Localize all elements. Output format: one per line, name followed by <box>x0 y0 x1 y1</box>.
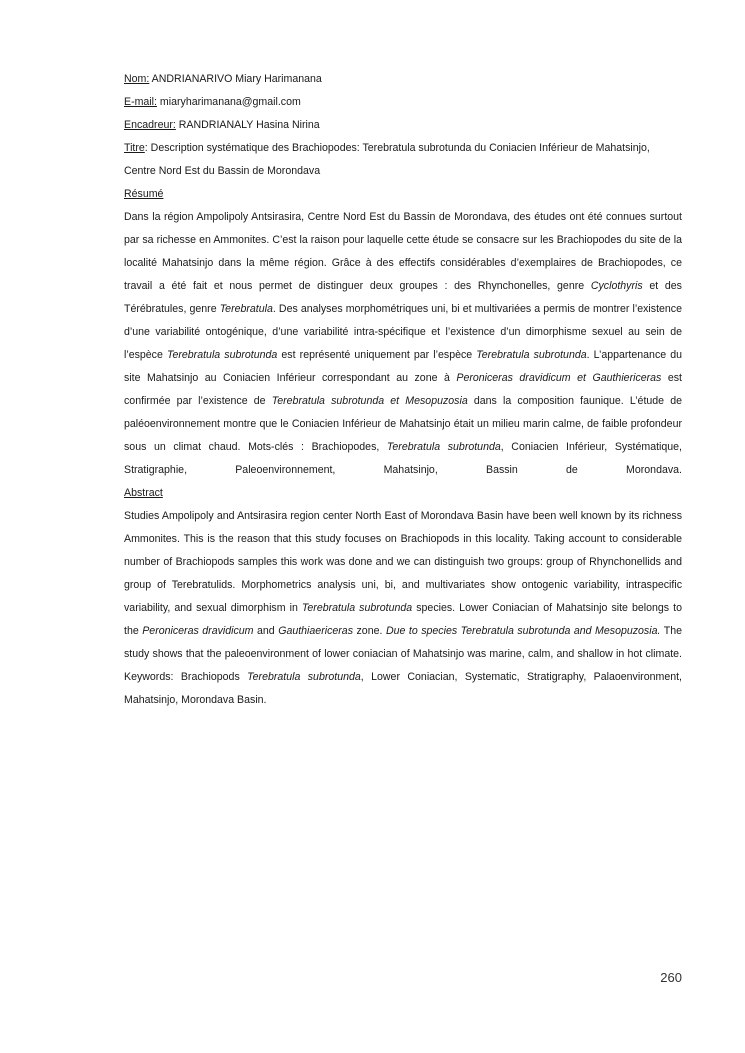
encadreur-label: Encadreur: <box>124 119 176 131</box>
abstract-heading: Abstract <box>124 487 163 499</box>
page-number: 260 <box>660 970 682 985</box>
document-page <box>124 68 682 712</box>
email-label: E-mail: <box>124 96 157 108</box>
email-line <box>124 91 682 114</box>
thesis-title: : Description systématique des Brachiopodes: Terebratula subrotunda du Coniacien Inférieur de Mahatsinjo, Centre Nord Est du Bassin de Morondava <box>124 142 650 177</box>
supervisor-name: RANDRIANALY Hasina Nirina <box>178 119 320 131</box>
email-value: miaryharimanana@gmail.com <box>159 96 301 108</box>
author-name: ANDRIANARIVO Miary Harimanana <box>151 73 322 85</box>
title-line <box>124 137 682 183</box>
resume-paragraph: Dans la région Ampolipoly Antsirasira, Centre Nord Est du Bassin de Morondava, des études ont été connues surtout par sa richesse en Ammonites. C’est la raison pour laquelle cette étude se consacre sur les Brachiopodes du site de la localité Mahatsinjo dans la même région. Grâce à des effectifs considérables d’exemplaires de Brachiopodes, ce travail a été fait et nous permet de distinguer deux groupes : des Rhynchonelles, genre Cyclothyris et des Térébratules, genre Terebratula. Des analyses morphométriques uni, bi et multivariées a permis de montrer l’existence d’une variabilité ontogénique, d’une variabilité intra-spécifique et l’existence d’un dimorphisme sexuel au sein de l’espèce Terebratula subrotunda est représenté uniquement par l’espèce Terebratula subrotunda. L’appartenance du site Mahatsinjo au Coniacien Inférieur correspondant au zone à Peroniceras dravidicum et Gauthiericeras est confirmée par l’existence de Terebratula subrotunda et Mesopuzosia dans la composition faunique. L’étude de paléoenvironnement montre que le Coniacien Inférieur de Mahatsinjo était un milieu marin calme, de faible profondeur sous un climat chaud. Mots-clés : Brachiopodes, Terebratula subrotunda, Coniacien Inférieur, Systématique, Stratigraphie, Paleoenvironnement, Mahatsinjo, Bassin de Morondava. <box>124 211 683 476</box>
nom-label: Nom: <box>124 73 150 85</box>
abstract-paragraph: Studies Ampolipoly and Antsirasira region center North East of Morondava Basin have been well known by its richness Ammonites. This is the reason that this study focuses on Brachiopods in this locality. Taking account to considerable number of Brachiopods samples this work was done and we can distinguish two groups: group of Rhynchonellids and group of Terebratulids. Morphometrics analysis uni, bi, and multivariates show ontogenic variability, intraspecific variability, and sexual dimorphism in Terebratula subrotunda species. Lower Coniacian of Mahatsinjo site belongs to the Peroniceras dravidicum and Gauthiaericeras zone. Due to species Terebratula subrotunda and Mesopuzosia. The study shows that the paleoenvironment of lower coniacian of Mahatsinjo was marine, calm, and shallow in hot climate. Keywords: Brachiopods Terebratula subrotunda, Lower Coniacian, Systematic, Stratigraphy, Palaoenvironment, Mahatsinjo, Morondava Basin. <box>124 510 682 706</box>
titre-label: Titre <box>124 142 145 154</box>
supervisor-line <box>124 114 682 137</box>
resume-heading: Résumé <box>124 188 164 200</box>
author-name-line <box>124 68 682 91</box>
